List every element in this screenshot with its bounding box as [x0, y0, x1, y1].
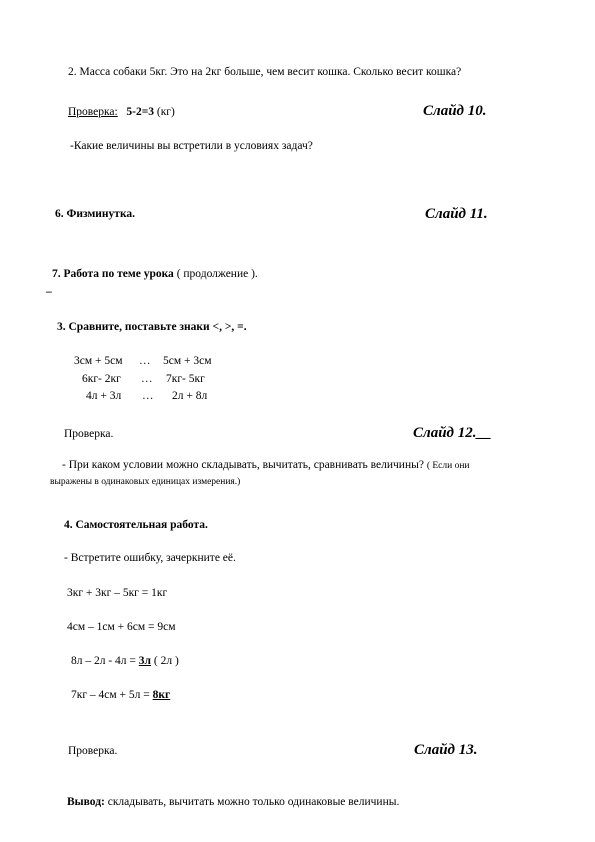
equation-2: 4см – 1см + 6см = 9см — [67, 621, 176, 633]
question-condition-answer: выражены в одинаковых единицах измерения.) — [50, 477, 241, 487]
equation-4: 7кг – 4см + 5л = 8кг — [71, 689, 171, 701]
section-6-title: 6. Физминутка. — [55, 208, 136, 220]
task2-text: 2. Масса собаки 5кг. Это на 2кг больше, чем весит кошка. Сколько весит кошка? — [68, 66, 462, 78]
slide-13-label: Слайд 13. — [414, 742, 478, 758]
section-7-dash: – — [46, 286, 52, 298]
compare-row: 6кг- 2кг … 7кг- 5кг — [82, 373, 205, 385]
task3-title: 3. Сравните, поставьте знаки <, >, =. — [57, 321, 247, 333]
section-7-title: 7. Работа по теме урока ( продолжение ). — [52, 268, 258, 280]
compare-row: 3см + 5см … 5см + 3см — [74, 355, 212, 367]
equation-1: 3кг + 3кг – 5кг = 1кг — [67, 587, 168, 599]
task4-instruction: - Встретите ошибку, зачеркните её. — [64, 552, 236, 564]
error-answer: 8кг — [152, 689, 171, 701]
conclusion-label: Вывод: — [67, 796, 105, 808]
slide-12-label: Слайд 12.__ — [413, 425, 492, 441]
task3-check: Проверка. — [64, 428, 114, 440]
check-label: Проверка: — [68, 106, 118, 118]
task4-title: 4. Самостоятельная работа. — [64, 519, 208, 531]
slide-10-label: Слайд 10. — [423, 103, 487, 119]
equation-3: 8л – 2л - 4л = 3л ( 2л ) — [71, 655, 179, 667]
slide-11-label: Слайд 11. — [425, 206, 488, 222]
conclusion-text: складывать, вычитать можно только одинаковые величины. — [104, 796, 400, 808]
check-unit: (кг) — [156, 106, 175, 118]
task2-check — [68, 106, 175, 118]
conclusion — [67, 796, 399, 808]
error-answer: 3л — [138, 655, 151, 667]
question-condition: - При каком условии можно складывать, вычитать, сравнивать величины? ( Если они — [62, 459, 470, 471]
question-quantities: -Какие величины вы встретили в условиях задач? — [70, 140, 313, 152]
task4-check: Проверка. — [68, 745, 118, 757]
compare-row: 4л + 3л … 2л + 8л — [86, 390, 208, 402]
check-expression: 5-2=3 — [126, 106, 154, 118]
